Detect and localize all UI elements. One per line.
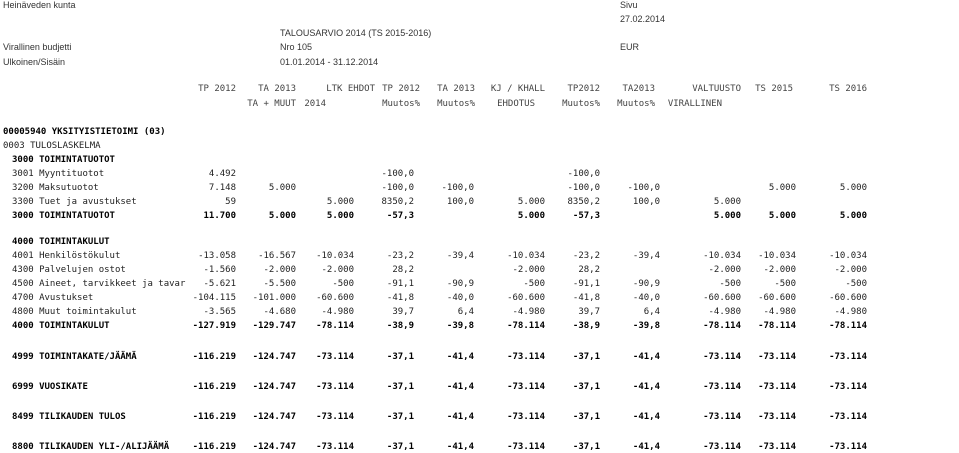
table-cell: -41,4 xyxy=(632,412,660,422)
table-cell: -73.114 xyxy=(316,412,354,422)
table-cell: -500 xyxy=(719,279,741,289)
table-cell: -13.058 xyxy=(198,251,236,261)
table-cell: -73.114 xyxy=(758,382,796,392)
table-cell: -73.114 xyxy=(507,442,545,452)
table-cell: -100,0 xyxy=(567,169,600,179)
table-cell: 11.700 xyxy=(203,211,236,221)
table-cell: -129.747 xyxy=(252,321,296,331)
table-cell: -2.000 xyxy=(708,265,741,275)
table-cell: -1.560 xyxy=(203,265,236,275)
table-cell: -41,4 xyxy=(632,382,660,392)
table-cell: -104.115 xyxy=(192,293,236,303)
column-header: TA 2013 xyxy=(258,84,296,94)
table-cell: -41,4 xyxy=(632,352,660,362)
table-cell: -78.114 xyxy=(507,321,545,331)
table-cell: -73.114 xyxy=(507,352,545,362)
table-cell: -73.114 xyxy=(829,382,867,392)
table-cell: -78.114 xyxy=(703,321,741,331)
table-cell: -39,8 xyxy=(632,321,660,331)
table-cell: -73.114 xyxy=(703,382,741,392)
table-cell: -60.600 xyxy=(758,293,796,303)
table-cell: -4.980 xyxy=(763,307,796,317)
table-cell: -10.034 xyxy=(507,251,545,261)
column-header: LTK EHDOT xyxy=(326,84,375,94)
summary-label: 4999 TOIMINTAKATE/JÄÄMÄ xyxy=(12,352,137,362)
column-header: TP 2012 xyxy=(198,84,236,94)
table-cell: -73.114 xyxy=(829,442,867,452)
row-label: 4300 Palvelujen ostot xyxy=(12,265,126,275)
table-cell: -37,1 xyxy=(386,352,414,362)
table-cell: -500 xyxy=(523,279,545,289)
budget-type: Virallinen budjetti xyxy=(3,42,72,52)
table-cell: -37,1 xyxy=(572,382,600,392)
table-cell: -38,9 xyxy=(386,321,414,331)
table-cell: 5.000 xyxy=(326,197,354,207)
table-cell: 5.000 xyxy=(713,211,741,221)
column-header: TA2013 xyxy=(622,84,655,94)
table-cell: -100,0 xyxy=(441,183,474,193)
column-header: Muutos% xyxy=(437,99,475,109)
table-cell: 5.000 xyxy=(517,197,545,207)
column-header: TP 2012 xyxy=(382,84,420,94)
table-cell: 5.000 xyxy=(768,211,796,221)
scope: Ulkoinen/Sisäin xyxy=(3,57,66,67)
table-cell: -116.219 xyxy=(192,412,236,422)
table-cell: -2.000 xyxy=(763,265,796,275)
table-cell: -78.114 xyxy=(316,321,354,331)
column-header: TA + MUUT xyxy=(247,99,296,109)
column-header: VALTUUSTO xyxy=(692,84,741,94)
table-cell: -2.000 xyxy=(263,265,296,275)
table-cell: -100,0 xyxy=(381,169,414,179)
report-date: 27.02.2014 xyxy=(620,14,666,24)
table-cell: 39,7 xyxy=(578,307,600,317)
table-cell: 5.000 xyxy=(268,183,296,193)
table-cell: -4.980 xyxy=(512,307,545,317)
table-cell: -41,4 xyxy=(446,412,474,422)
table-cell: -124.747 xyxy=(252,352,296,362)
table-cell: -57,3 xyxy=(572,211,600,221)
page-label: Sivu xyxy=(620,0,638,10)
table-cell: -3.565 xyxy=(203,307,236,317)
column-header: Muutos% xyxy=(562,99,600,109)
table-cell: -5.621 xyxy=(203,279,236,289)
row-label: 4700 Avustukset xyxy=(12,293,94,303)
table-cell: -100,0 xyxy=(627,183,660,193)
table-cell: -124.747 xyxy=(252,442,296,452)
table-cell: -10.034 xyxy=(758,251,796,261)
row-label: 3300 Tuet ja avustukset xyxy=(12,197,137,207)
table-cell: -60.600 xyxy=(316,293,354,303)
table-cell: -73.114 xyxy=(316,352,354,362)
table-cell: 59 xyxy=(225,197,236,207)
table-cell: -124.747 xyxy=(252,382,296,392)
column-header: KJ / KHALL xyxy=(490,84,545,94)
column-header: TP2012 xyxy=(567,84,600,94)
table-cell: -37,1 xyxy=(572,352,600,362)
table-cell: -91,1 xyxy=(386,279,414,289)
table-cell: -100,0 xyxy=(381,183,414,193)
table-cell: -500 xyxy=(332,279,354,289)
table-cell: -37,1 xyxy=(572,412,600,422)
table-cell: -39,4 xyxy=(632,251,660,261)
table-cell: -39,4 xyxy=(446,251,474,261)
table-cell: -37,1 xyxy=(386,442,414,452)
table-cell: 5.000 xyxy=(839,211,867,221)
table-cell: -2.000 xyxy=(512,265,545,275)
table-cell: 6,4 xyxy=(457,307,474,317)
table-cell: -127.919 xyxy=(192,321,236,331)
row-label: 4500 Aineet, tarvikkeet ja tavar xyxy=(12,279,186,289)
table-cell: -73.114 xyxy=(758,412,796,422)
table-cell: -124.747 xyxy=(252,412,296,422)
table-cell: 5.000 xyxy=(713,197,741,207)
section-total-label: 4000 TOIMINTAKULUT xyxy=(12,321,110,331)
table-cell: -39,8 xyxy=(446,321,474,331)
table-cell: -41,8 xyxy=(386,293,414,303)
table-cell: 100,0 xyxy=(446,197,474,207)
table-cell: -41,4 xyxy=(446,352,474,362)
table-cell: 28,2 xyxy=(392,265,414,275)
table-cell: 5.000 xyxy=(326,211,354,221)
section-title: 3000 TOIMINTATUOTOT xyxy=(12,155,115,165)
table-cell: -41,4 xyxy=(446,442,474,452)
table-cell: 4.492 xyxy=(208,169,236,179)
table-cell: -4.980 xyxy=(321,307,354,317)
org-unit: 00005940 YKSITYISTIETOIMI (03) xyxy=(3,127,166,137)
table-cell: -73.114 xyxy=(703,442,741,452)
table-cell: 28,2 xyxy=(578,265,600,275)
table-cell: -73.114 xyxy=(507,382,545,392)
table-cell: -73.114 xyxy=(507,412,545,422)
table-cell: -90,9 xyxy=(632,279,660,289)
summary-label: 8800 TILIKAUDEN YLI-/ALIJÄÄMÄ xyxy=(12,442,170,452)
currency: EUR xyxy=(620,42,640,52)
table-cell: 5.000 xyxy=(517,211,545,221)
section-total-label: 3000 TOIMINTATUOTOT xyxy=(12,211,115,221)
report-title: TALOUSARVIO 2014 (TS 2015-2016) xyxy=(280,28,432,38)
table-cell: -37,1 xyxy=(386,382,414,392)
table-cell: 8350,2 xyxy=(567,197,600,207)
column-header: Muutos% xyxy=(382,99,420,109)
table-cell: -78.114 xyxy=(758,321,796,331)
table-cell: -5.500 xyxy=(263,279,296,289)
table-cell: -60.600 xyxy=(703,293,741,303)
table-cell: -73.114 xyxy=(758,442,796,452)
table-cell: -60.600 xyxy=(829,293,867,303)
report-number: Nro 105 xyxy=(280,42,313,52)
table-cell: -73.114 xyxy=(829,412,867,422)
table-cell: -73.114 xyxy=(703,412,741,422)
table-cell: -4.680 xyxy=(263,307,296,317)
table-cell: -78.114 xyxy=(829,321,867,331)
period: 01.01.2014 - 31.12.2014 xyxy=(280,57,379,67)
table-cell: -16.567 xyxy=(258,251,296,261)
table-cell: -37,1 xyxy=(572,442,600,452)
table-cell: -116.219 xyxy=(192,352,236,362)
table-cell: -41,8 xyxy=(572,293,600,303)
table-cell: -60.600 xyxy=(507,293,545,303)
table-cell: -38,9 xyxy=(572,321,600,331)
table-cell: -41,4 xyxy=(446,382,474,392)
table-cell: 100,0 xyxy=(632,197,660,207)
table-cell: 5.000 xyxy=(839,183,867,193)
table-cell: -40,0 xyxy=(446,293,474,303)
row-label: 4800 Muut toimintakulut xyxy=(12,307,137,317)
table-cell: -2.000 xyxy=(834,265,867,275)
table-cell: -73.114 xyxy=(316,442,354,452)
table-cell: -37,1 xyxy=(386,412,414,422)
table-cell: 7.148 xyxy=(208,183,236,193)
table-cell: -100,0 xyxy=(567,183,600,193)
table-cell: -90,9 xyxy=(446,279,474,289)
column-header: 2014 xyxy=(304,99,326,109)
municipality-name: Heinäveden kunta xyxy=(3,0,76,10)
row-label: 3001 Myyntituotot xyxy=(12,169,105,179)
table-cell: -500 xyxy=(845,279,867,289)
table-cell: -10.034 xyxy=(316,251,354,261)
column-header: TS 2016 xyxy=(829,84,867,94)
statement-name: 0003 TULOSLASKELMA xyxy=(3,141,101,151)
summary-label: 8499 TILIKAUDEN TULOS xyxy=(12,412,126,422)
column-header: VIRALLINEN xyxy=(667,99,722,109)
table-cell: -116.219 xyxy=(192,442,236,452)
summary-label: 6999 VUOSIKATE xyxy=(12,382,88,392)
column-header: Muutos% xyxy=(617,99,655,109)
table-cell: -73.114 xyxy=(703,352,741,362)
table-cell: -41,4 xyxy=(632,442,660,452)
table-cell: 5.000 xyxy=(768,183,796,193)
column-header: TS 2015 xyxy=(755,84,793,94)
table-cell: -4.980 xyxy=(834,307,867,317)
table-cell: -73.114 xyxy=(316,382,354,392)
table-cell: -4.980 xyxy=(708,307,741,317)
column-header: TA 2013 xyxy=(437,84,475,94)
table-cell: -57,3 xyxy=(386,211,414,221)
table-cell: -10.034 xyxy=(829,251,867,261)
table-cell: 39,7 xyxy=(392,307,414,317)
table-cell: 5.000 xyxy=(268,211,296,221)
table-cell: -40,0 xyxy=(632,293,660,303)
table-cell: 8350,2 xyxy=(381,197,414,207)
table-cell: -101.000 xyxy=(252,293,296,303)
table-cell: -10.034 xyxy=(703,251,741,261)
table-cell: -23,2 xyxy=(386,251,414,261)
table-cell: -2.000 xyxy=(321,265,354,275)
table-cell: -116.219 xyxy=(192,382,236,392)
row-label: 3200 Maksutuotot xyxy=(12,183,99,193)
column-header: EHDOTUS xyxy=(497,99,535,109)
table-cell: -23,2 xyxy=(572,251,600,261)
table-cell: -500 xyxy=(774,279,796,289)
table-cell: -91,1 xyxy=(572,279,600,289)
table-cell: -73.114 xyxy=(758,352,796,362)
section-title: 4000 TOIMINTAKULUT xyxy=(12,237,110,247)
table-cell: 6,4 xyxy=(643,307,660,317)
table-cell: -73.114 xyxy=(829,352,867,362)
row-label: 4001 Henkilöstökulut xyxy=(12,251,121,261)
